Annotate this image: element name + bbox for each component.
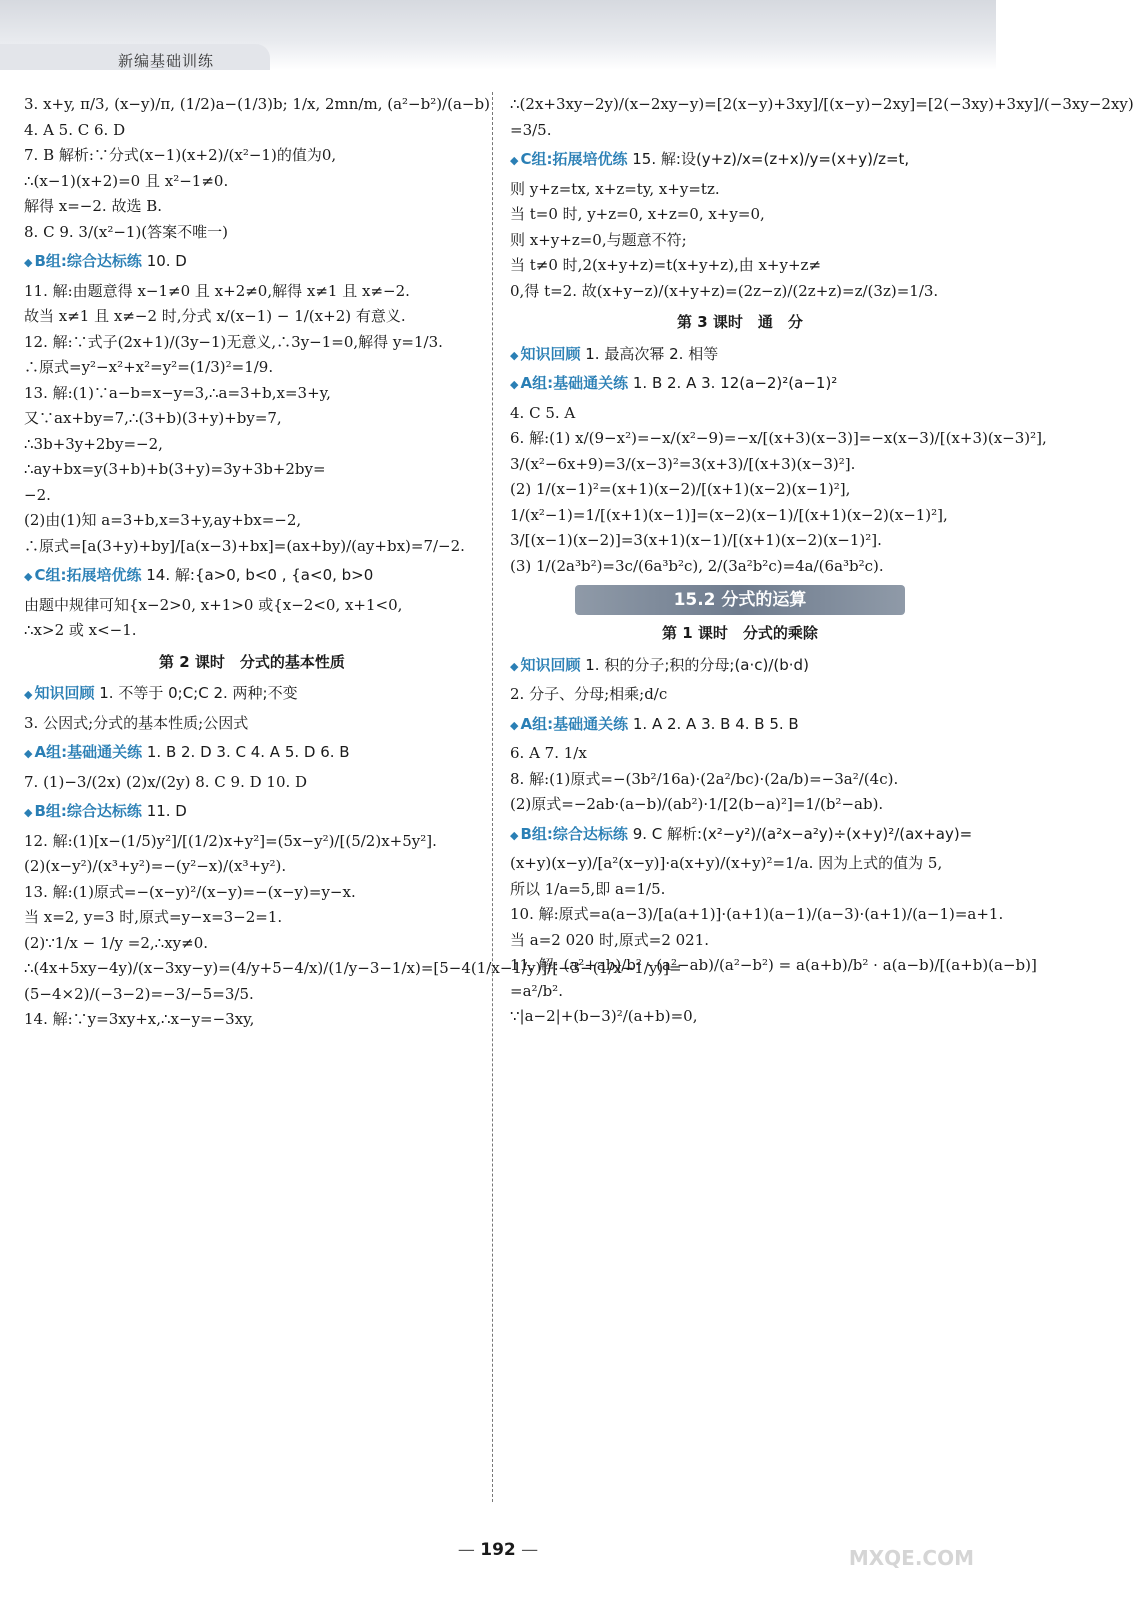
- answer-line: ∴x>2 或 x<−1.: [24, 621, 137, 639]
- section-b-text: 9. C 解析:(x²−y²)/(a²x−a²y)÷(x+y)²/(ax+ay)=: [632, 824, 973, 843]
- section-a-tag: ◆ A组:基础通关练: [24, 743, 142, 761]
- section-a: [510, 712, 970, 738]
- section-a-text: 1. B 2. A 3. 12(a−2)²(a−1)²: [632, 374, 838, 392]
- answer-line: −2.: [24, 485, 51, 504]
- answer-line: (x+y)(x−y)/[a²(x−y)]·a(x+y)/(x+y)²=1/a. 因为上式的值为 5,: [510, 854, 943, 872]
- answer-line: 7. (1)−3/(2x) (2)x/(2y) 8. C 9. D 10. D: [24, 772, 308, 791]
- section-b-tag: ◆ B组:综合达标练: [24, 802, 142, 820]
- section-b-tag: ◆ B组:综合达标练: [510, 825, 628, 843]
- answer-line: ∴3b+3y+2by=−2,: [24, 434, 163, 453]
- right-column: [510, 92, 1134, 1030]
- answer-line: 8. C 9. 3/(x²−1)(答案不唯一): [24, 222, 228, 241]
- lesson-heading: 第 3 课时 通 分: [677, 313, 803, 331]
- recall-section: [24, 681, 480, 707]
- answer-line: 当 t≠0 时,2(x+y+z)=t(x+y+z),由 x+y+z≠: [510, 256, 822, 274]
- answer-line: ∴ay+bx=y(3+b)+b(3+y)=3y+3b+2by=: [24, 460, 326, 478]
- answer-line: 7. B 解析:∵分式(x−1)(x+2)/(x²−1)的值为0,: [24, 146, 337, 164]
- answer-line: 又∵ax+by=7,∴(3+b)(3+y)+by=7,: [24, 409, 282, 427]
- section-a: [24, 740, 480, 766]
- answer-line: 当 a=2 020 时,原式=2 021.: [510, 930, 710, 949]
- section-a-text: 1. B 2. D 3. C 4. A 5. D 6. B: [146, 743, 350, 761]
- answer-line: ∴(2x+3xy−2y)/(x−2xy−y)=[2(x−y)+3xy]/[(x−y)−2xy]=[2(−3xy)+3xy]/(−3xy−2xy): [510, 95, 1134, 113]
- answer-line: 13. 解:(1)∵a−b=x−y=3,∴a=3+b,x=3+y,: [24, 383, 331, 402]
- answer-line: (2)原式=−2ab·(a−b)/(ab²)·1/[2(b−a)²]=1/(b²−ab).: [510, 795, 884, 813]
- watermark-text: MXQE.COM: [848, 1546, 974, 1570]
- lesson-heading: 第 1 课时 分式的乘除: [662, 624, 818, 642]
- section-a-tag: ◆ A组:基础通关练: [510, 374, 628, 392]
- answer-line: 6. 解:(1) x/(9−x²)=−x/(x²−9)=−x/[(x+3)(x−3)]=−x(x−3)/[(x+3)(x−3)²],: [510, 429, 1047, 447]
- recall-tag: ◆ 知识回顾: [24, 684, 94, 702]
- section-c-tag: ◆ C组:拓展培优练: [24, 566, 141, 584]
- column-divider: [492, 92, 493, 1502]
- recall-tag: ◆ 知识回顾: [510, 656, 580, 674]
- answer-line: 10. 解:原式=a(a−3)/[a(a+1)]·(a+1)(a−1)/(a−3)·(a+1)/(a−1)=a+1.: [510, 905, 1004, 923]
- answer-line: 所以 1/a=5,即 a=1/5.: [510, 879, 666, 898]
- answer-line: 由题中规律可知{x−2>0, x+1>0 或{x−2<0, x+1<0,: [24, 595, 403, 614]
- recall-section: [510, 342, 970, 368]
- section-c: [24, 563, 480, 589]
- answer-line: ∴原式=[a(3+y)+by]/[a(x−3)+bx]=(ax+by)/(ay+bx)=7/−2.: [24, 536, 465, 555]
- section-b: [24, 249, 480, 275]
- answer-line: 0,得 t=2. 故(x+y−z)/(x+y+z)=(2z−z)/(2z+z)=z/(3z)=1/3.: [510, 281, 939, 300]
- answer-line: 3. x+y, π/3, (x−y)/π, (1/2)a−(1/3)b; 1/x, 2mn/m, (a²−b²)/(a−b): [24, 95, 490, 113]
- answer-line: (5−4×2)/(−3−2)=−3/−5=3/5.: [24, 984, 254, 1003]
- answer-line: 3. 公因式;分式的基本性质;公因式: [24, 713, 249, 732]
- recall-text: 1. 不等于 0;C;C 2. 两种;不变: [99, 684, 298, 702]
- answer-line: =3/5.: [510, 120, 552, 139]
- answer-line: 当 t=0 时, y+z=0, x+z=0, x+y=0,: [510, 205, 765, 223]
- section-b: [510, 822, 973, 848]
- header-title: 新编基础训练: [118, 52, 215, 70]
- answer-line: 12. 解:(1)[x−(1/5)y²]/[(1/2)x+y²]=(5x−y²)/[(5/2)x+5y²].: [24, 831, 437, 850]
- section-c-text: 15. 解:设(y+z)/x=(z+x)/y=(x+y)/z=t,: [632, 150, 910, 168]
- answer-line: 则 y+z=tx, x+z=ty, x+y=tz.: [510, 179, 720, 198]
- answer-line: (3) 1/(2a³b²)=3c/(6a³b²c), 2/(3a²b²c)=4a/(6a³b²c).: [510, 556, 884, 575]
- answer-line: (2) 1/(x−1)²=(x+1)(x−2)/[(x+1)(x−2)(x−1)²],: [510, 480, 851, 498]
- recall-tag: ◆ 知识回顾: [510, 345, 580, 363]
- recall-section: [510, 653, 970, 679]
- section-c: [510, 147, 970, 173]
- lesson-heading: 第 2 课时 分式的基本性质: [159, 652, 345, 671]
- section-b-text: 10. D: [146, 252, 187, 270]
- answer-line: ∴原式=y²−x²+x²=y²=(1/3)²=1/9.: [24, 358, 274, 376]
- answer-line: 故当 x≠1 且 x≠−2 时,分式 x/(x−1) − 1/(x+2) 有意义.: [24, 307, 406, 325]
- answer-line: 13. 解:(1)原式=−(x−y)²/(x−y)=−(x−y)=y−x.: [24, 882, 356, 901]
- answer-line: 11. 解:由题意得 x−1≠0 且 x+2≠0,解得 x≠1 且 x≠−2.: [24, 281, 410, 300]
- page-number: — 192 —: [0, 1540, 996, 1560]
- section-c-text: 14. 解:{a>0, b<0 , {a<0, b>0: [146, 566, 374, 584]
- section-a: [510, 371, 970, 397]
- answer-line: =a²/b².: [510, 981, 563, 1000]
- answer-line: 解得 x=−2. 故选 B.: [24, 197, 163, 215]
- answer-line: ∴(x−1)(x+2)=0 且 x²−1≠0.: [24, 171, 229, 190]
- answer-line: 2. 分子、分母;相乘;d/c: [510, 685, 668, 703]
- answer-line: 12. 解:∵式子(2x+1)/(3y−1)无意义,∴3y−1=0,解得 y=1/3.: [24, 332, 443, 351]
- answer-line: 1/(x²−1)=1/[(x+1)(x−1)]=(x−2)(x−1)/[(x+1)(x−2)(x−1)²],: [510, 505, 948, 524]
- answer-line: (2)由(1)知 a=3+b,x=3+y,ay+bx=−2,: [24, 511, 302, 529]
- answer-line: 3/[(x−1)(x−2)]=3(x+1)(x−1)/[(x+1)(x−2)(x−1)²].: [510, 531, 882, 549]
- section-a-text: 1. A 2. A 3. B 4. B 5. B: [632, 714, 799, 733]
- answer-line: 6. A 7. 1/x: [510, 744, 587, 762]
- section-a-tag: ◆ A组:基础通关练: [510, 715, 628, 733]
- answer-line: 8. 解:(1)原式=−(3b²/16a)·(2a²/bc)·(2a/b)=−3a²/(4c).: [510, 769, 899, 788]
- answer-line: 14. 解:∵y=3xy+x,∴x−y=−3xy,: [24, 1010, 255, 1028]
- section-b-tag: ◆ B组:综合达标练: [24, 252, 142, 270]
- watermark-logo: [814, 1500, 974, 1580]
- answer-line: 4. A 5. C 6. D: [24, 120, 126, 139]
- answer-line: 11. 解: (a²+ab)/b² · (a²−ab)/(a²−b²) = a(a+b)/b² · a(a−b)/[(a+b)(a−b)]: [510, 956, 1037, 974]
- answer-line: 则 x+y+z=0,与题意不符;: [510, 230, 687, 249]
- section-b-text: 11. D: [146, 802, 187, 820]
- answer-line: ∵|a−2|+(b−3)²/(a+b)=0,: [510, 1007, 698, 1025]
- answer-line: (2)(x−y²)/(x³+y²)=−(y²−x)/(x³+y²).: [24, 857, 287, 875]
- section-c-tag: ◆ C组:拓展培优练: [510, 150, 627, 168]
- answer-line: 当 x=2, y=3 时,原式=y−x=3−2=1.: [24, 908, 283, 926]
- section-b: [24, 799, 480, 825]
- recall-text: 1. 积的分子;积的分母;(a·c)/(b·d): [585, 655, 809, 674]
- answer-line: (2)∵1/x − 1/y =2,∴xy≠0.: [24, 933, 209, 952]
- answer-line: 3/(x²−6x+9)=3/(x−3)²=3(x+3)/[(x+3)(x−3)²].: [510, 454, 856, 473]
- recall-text: 1. 最高次幂 2. 相等: [585, 344, 719, 363]
- answer-line: ∴(4x+5xy−4y)/(x−3xy−y)=(4/y+5−4/x)/(1/y−3−1/x)=[5−4(1/x−1/y)]/[−3−(1/x−1/y)]=: [24, 959, 682, 977]
- answer-line: 4. C 5. A: [510, 403, 576, 422]
- chapter-banner: 15.2 分式的运算: [575, 585, 905, 615]
